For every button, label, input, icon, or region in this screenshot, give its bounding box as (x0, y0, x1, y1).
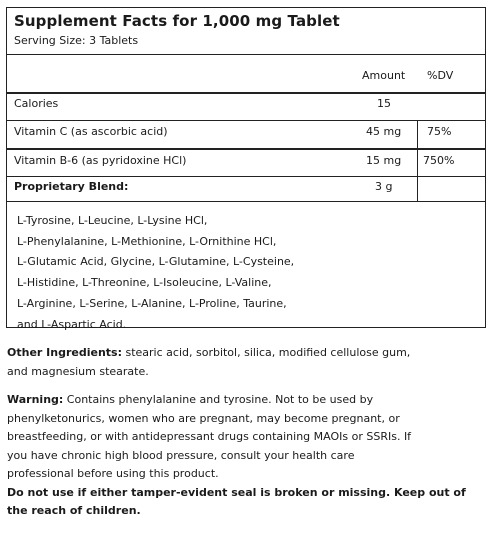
serving-size: Serving Size: 3 Tablets (14, 34, 139, 47)
row-vitamin-b6-dv: 750% (423, 154, 455, 167)
warning-text: breastfeeding, or with antidepressant drugs containing MAOIs or SSRIs. If (7, 430, 412, 443)
tamper-warning: the reach of children. (7, 504, 141, 517)
row-calories-name: Calories (14, 97, 59, 110)
warning-label: Warning: (7, 393, 64, 406)
other-ingredients-text: stearic acid, sorbitol, silica, modified cellulose gum, (121, 346, 411, 359)
other-ingredients-label: Other Ingredients: (7, 346, 122, 359)
other-ingredients-text: and magnesium stearate. (7, 364, 149, 378)
facts-title: Supplement Facts for 1,000 mg Tablet (14, 12, 340, 30)
divider (7, 148, 485, 150)
list-item: L-Phenylalanine, L-Methionine, L-Ornithine HCl, (17, 234, 277, 248)
warning-section (7, 391, 489, 521)
tamper-warning: Do not use if either tamper-evident seal is broken or missing. Keep out of (7, 485, 466, 499)
warning-text: professional before using this product. (7, 467, 219, 480)
divider (7, 201, 485, 202)
list-item: and L-Aspartic Acid. (17, 317, 127, 331)
list-item: L-Tyrosine, L-Leucine, L-Lysine HCl, (17, 214, 208, 227)
row-vitamin-b6-name: Vitamin B-6 (as pyridoxine HCl) (14, 154, 187, 167)
warning-text: Contains phenylalanine and tyrosine. Not to be used by (63, 393, 374, 406)
divider (7, 92, 485, 94)
amount-header: Amount (362, 69, 406, 82)
row-vitamin-c-amount: 45 mg (366, 125, 402, 138)
row-vitamin-b6-amount: 15 mg (366, 154, 402, 167)
divider (7, 120, 485, 121)
other-ingredients (7, 344, 489, 381)
blend-ingredients-list (17, 211, 294, 335)
divider (7, 176, 485, 177)
row-vitamin-c-dv: 75% (427, 125, 452, 138)
list-item: L-Glutamic Acid, Glycine, L-Glutamine, L-Cysteine, (17, 255, 295, 269)
list-item: L-Histidine, L-Threonine, L-Isoleucine, L-Valine, (17, 276, 272, 290)
warning-text: phenylketonurics, women who are pregnant, may become pregnant, or (7, 411, 400, 425)
row-proprietary-blend-name: Proprietary Blend: (14, 180, 129, 193)
divider (7, 54, 485, 55)
dv-header: %DV (427, 69, 454, 82)
row-proprietary-blend-amount: 3 g (375, 180, 393, 193)
row-vitamin-c-name: Vitamin C (as ascorbic acid) (14, 125, 168, 138)
warning-text: you have chronic high blood pressure, consult your health care (7, 448, 355, 462)
column-divider (417, 120, 418, 201)
row-calories-amount: 15 (377, 97, 391, 110)
supplement-facts-panel (6, 7, 486, 331)
list-item: L-Arginine, L-Serine, L-Alanine, L-Proline, Taurine, (17, 296, 287, 310)
